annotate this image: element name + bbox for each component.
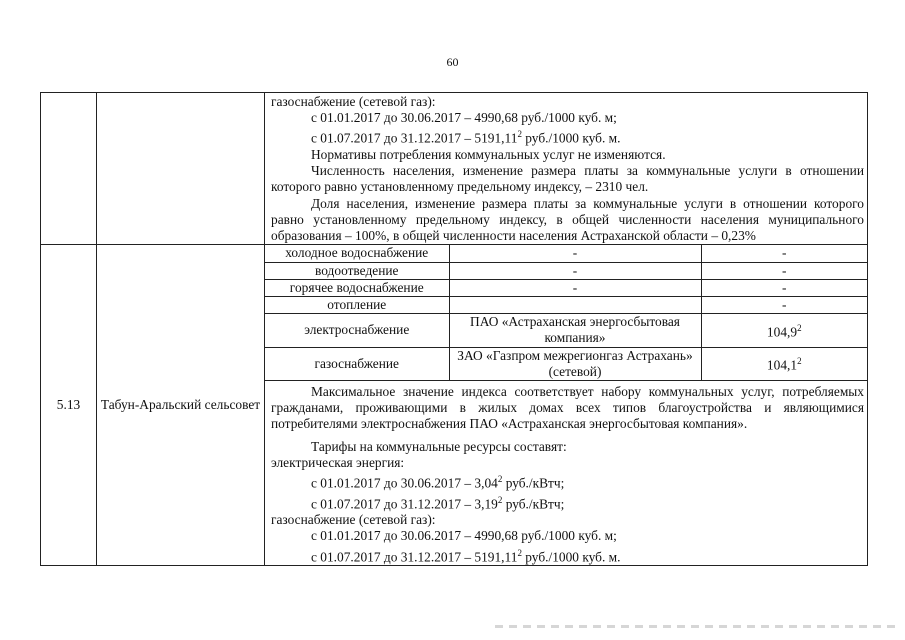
- gas-period-2b: с 01.07.2017 до 31.12.2017 – 5191,11$^2$ руб./1000 куб. м.: [311, 547, 621, 565]
- municipality-name: Табун-Аральский сельсовет: [97, 245, 265, 566]
- service-index: -: [701, 279, 867, 296]
- service-row: [265, 347, 867, 380]
- max-index-text: Максимальное значение индекса соответствует набору коммунальных услуг, потребляемых гражданами, проживающими в жилых домах всех типов благоустройства и являющимися потребителями электроснабжения ПАО «Астраханская энергосбытовая компания».: [271, 383, 864, 432]
- service-name: газоснабжение: [265, 347, 449, 380]
- service-index: 104,1$^2$: [701, 347, 867, 380]
- service-name: водоотведение: [265, 262, 449, 279]
- service-provider: -: [449, 262, 701, 279]
- gas-heading: газоснабжение (сетевой газ):: [271, 94, 436, 109]
- service-provider: ЗАО «Газпром межрегионгаз Астрахань» (сетевой): [449, 347, 701, 380]
- service-provider: -: [449, 245, 701, 262]
- service-row: [265, 245, 867, 262]
- electric-period-1: с 01.01.2017 до 30.06.2017 – 3,04$^2$ руб./кВтч;: [311, 473, 565, 491]
- municipality-cell-empty: [97, 93, 265, 245]
- electric-heading: электрическая энергия:: [271, 454, 405, 470]
- service-index: 104,9$^2$: [701, 314, 867, 347]
- services-table: [265, 245, 867, 381]
- table-row-5-13: [41, 245, 868, 566]
- tariffs-intro: Тарифы на коммунальные ресурсы составят:: [311, 438, 567, 454]
- electric-period-2: с 01.07.2017 до 31.12.2017 – 3,19$^2$ руб./кВтч;: [311, 494, 565, 512]
- gas-period-1: с 01.01.2017 до 30.06.2017 – 4990,68 руб./1000 куб. м;: [311, 110, 617, 126]
- table-row-continuation: [41, 93, 868, 245]
- scan-artifact: [495, 625, 895, 628]
- row-number: 5.13: [41, 245, 97, 566]
- continuation-content-cell: [265, 93, 868, 245]
- service-index: -: [701, 296, 867, 313]
- service-provider: -: [449, 279, 701, 296]
- service-name: отопление: [265, 296, 449, 313]
- gas-heading-2: газоснабжение (сетевой газ):: [271, 512, 436, 528]
- row-number-cell-empty: [41, 93, 97, 245]
- service-index: -: [701, 245, 867, 262]
- norms-text: Нормативы потребления коммунальных услуг не изменяются.: [311, 147, 666, 163]
- service-row: [265, 296, 867, 313]
- service-row: [265, 262, 867, 279]
- population-share-text: Доля населения, изменение размера платы за коммунальные услуги в отношении которого равно установленному предельному индексу, в общей численности населения муниципального образования – 100%, в общей численности населения Астраханской области – 0,23%: [271, 195, 864, 244]
- population-text: Численность населения, изменение размера платы за коммунальные услуги в отношении которого равно установленному предельному индексу, – 2310 чел.: [271, 163, 864, 195]
- service-provider: [449, 296, 701, 313]
- page-number: 60: [446, 55, 459, 69]
- services-content-cell: [265, 245, 868, 566]
- service-index: -: [701, 262, 867, 279]
- service-name: холодное водоснабжение: [265, 245, 449, 262]
- service-provider: ПАО «Астраханская энергосбытовая компания»: [449, 314, 701, 347]
- gas-period-1b: с 01.01.2017 до 30.06.2017 – 4990,68 руб./1000 куб. м;: [311, 528, 617, 544]
- tariff-table: [40, 92, 868, 566]
- gas-period-2: с 01.07.2017 до 31.12.2017 – 5191,11$^2$ руб./1000 куб. м.: [311, 129, 621, 146]
- service-row: [265, 279, 867, 296]
- service-name: горячее водоснабжение: [265, 279, 449, 296]
- service-row: [265, 314, 867, 347]
- service-name: электроснабжение: [265, 314, 449, 347]
